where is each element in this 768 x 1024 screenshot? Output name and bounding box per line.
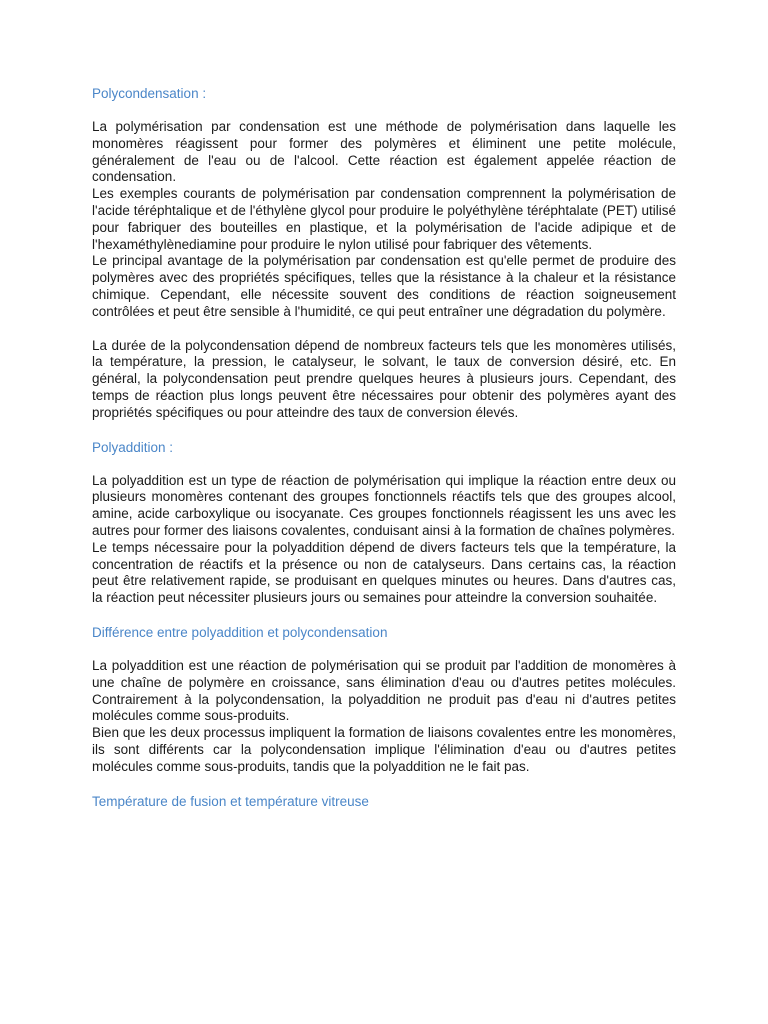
paragraph: Le principal avantage de la polymérisation par condensation est qu'elle permet de produire des polymères avec des propriétés spécifiques, telles que la résistance à la chaleur et la résistance chimique. Cependant, elle nécessite souvent des conditions de réaction soigneusement contrôlées et peut être sensible à l'humidité, ce qui peut entraîner une dégradation du polymère.: [92, 253, 676, 319]
paragraph: La polymérisation par condensation est une méthode de polymérisation dans laquelle les monomères réagissent pour former des polymères et éliminent une petite molécule, généralement de l'eau ou de l'alcool. Cette réaction est également appelée réaction de condensation.: [92, 119, 676, 185]
paragraph: Les exemples courants de polymérisation par condensation comprennent la polymérisation de l'acide téréphtalique et de l'éthylène glycol pour produire le polyéthylène téréphtalate (PET) utilisé pour fabriquer des bouteilles en plastique, et la polymérisation de l'acide adipique et de l'hexaméthylènediamine pour produire le nylon utilisé pour fabriquer des vêtements.: [92, 186, 676, 252]
paragraph: Bien que les deux processus impliquent la formation de liaisons covalentes entre les monomères, ils sont différents car la polycondensation implique l'élimination d'eau ou d'autres petites molécules comme sous-produits, tandis que la polyaddition ne le fait pas.: [92, 725, 676, 774]
section-heading-difference: Différence entre polyaddition et polycondensation: [92, 624, 388, 640]
section-heading-polyaddition: Polyaddition :: [92, 439, 174, 455]
paragraph: La polyaddition est une réaction de polymérisation qui se produit par l'addition de monomères à une chaîne de polymère en croissance, sans élimination d'eau ou d'autres petites molécules. Contrairement à la polycondensation, la polyaddition ne produit pas d'eau ni d'autres petites molécules comme sous-produits.: [92, 657, 676, 724]
paragraph: Le temps nécessaire pour la polyaddition dépend de divers facteurs tels que la température, la concentration de réactifs et la présence ou non de catalyseurs. Dans certains cas, la réaction peut être relativement rapide, se produisant en quelques minutes ou heures. Dans d'autres cas, la réaction peut nécessiter plusieurs jours ou semaines pour atteindre la conversion souhaitée.: [92, 539, 676, 606]
section-heading-temperature: Température de fusion et température vitreuse: [92, 793, 369, 809]
document-page: [92, 85, 676, 810]
paragraph: La polyaddition est un type de réaction de polymérisation qui implique la réaction entre deux ou plusieurs monomères contenant des groupes fonctionnels réactifs tels que des groupes alcool, amine, acide carboxylique ou isocyanate. Ces groupes fonctionnels réagissent les uns avec les autres pour former des liaisons covalentes, conduisant ainsi à la formation de chaînes polymères.: [92, 472, 676, 538]
paragraph: La durée de la polycondensation dépend de nombreux facteurs tels que les monomères utilisés, la température, la pression, le catalyseur, le solvant, le taux de conversion désiré, etc. En général, la polycondensation peut prendre quelques heures à plusieurs jours. Cependant, des temps de réaction plus longs peuvent être nécessaires pour obtenir des polymères ayant des propriétés spécifiques ou pour atteindre des taux de conversion élevés.: [92, 337, 676, 420]
section-heading-polycondensation: Polycondensation :: [92, 86, 207, 101]
